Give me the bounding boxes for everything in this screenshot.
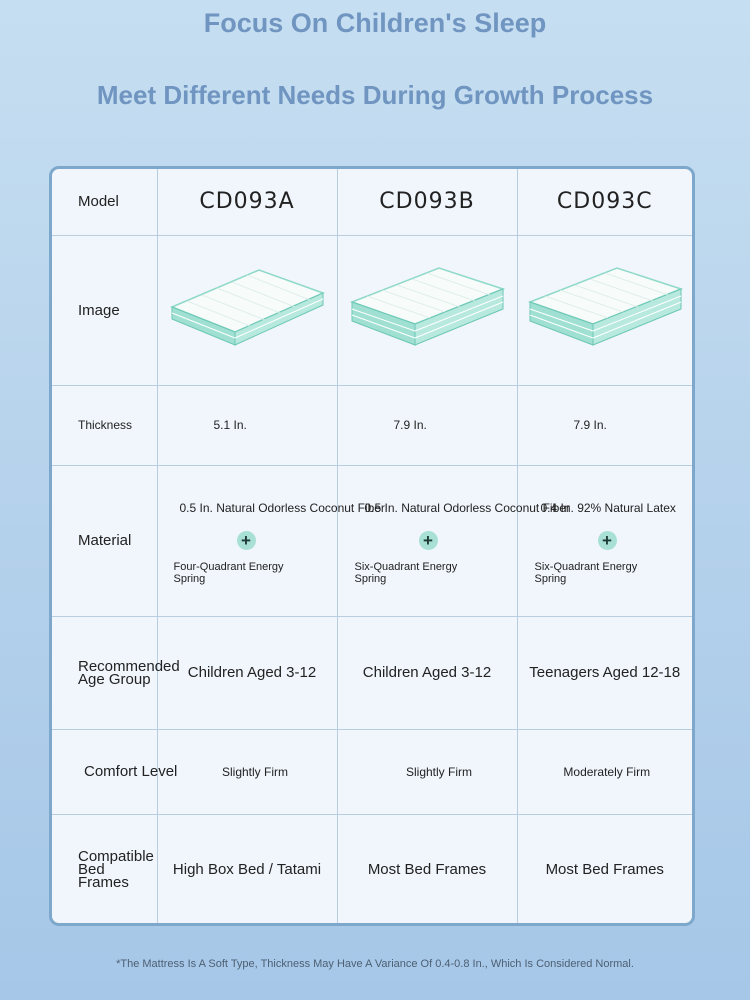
age-group-value: Children Aged 3-12 [337, 616, 517, 729]
footnote: *The Mattress Is A Soft Type, Thickness May Have A Variance Of 0.4-0.8 In., Which Is Considered Normal. [116, 958, 634, 970]
label-material: Material [52, 465, 157, 616]
mattress-image-cell [157, 235, 337, 385]
age-group-value: Children Aged 3-12 [157, 616, 337, 729]
mattress-image-cell [337, 235, 517, 385]
row-model [52, 169, 692, 235]
comparison-table-card [49, 166, 695, 926]
row-bed-frames [52, 814, 692, 924]
mattress-image [347, 265, 507, 355]
mattress-image [525, 265, 685, 355]
mattress-image [167, 265, 327, 355]
plus-icon: + [598, 531, 617, 550]
mattress-image-cell [517, 235, 692, 385]
bed-frames-value: Most Bed Frames [337, 814, 517, 924]
thickness-value: 5.1 In. [157, 385, 337, 465]
plus-icon: + [419, 531, 438, 550]
row-image [52, 235, 692, 385]
plus-icon: + [237, 531, 256, 550]
age-group-value: Teenagers Aged 12-18 [517, 616, 692, 729]
label-age-group: Recommended Age Group [52, 616, 157, 729]
material-top: 0.4 In. 92% Natural Latex [540, 500, 676, 515]
material-top: 0.5 In. Natural Odorless Coconut Fiber [364, 500, 570, 515]
model-name: CD093C [517, 169, 692, 235]
material-bottom: Six-Quadrant Energy Spring [534, 560, 638, 585]
material-bottom: Four-Quadrant Energy Spring [173, 560, 284, 585]
model-name: CD093B [337, 169, 517, 235]
material-top: 0.5 In. Natural Odorless Coconut Fiber [179, 500, 385, 515]
row-comfort [52, 729, 692, 814]
row-thickness [52, 385, 692, 465]
thickness-value: 7.9 In. [517, 385, 692, 465]
page-subtitle: Meet Different Needs During Growth Process [96, 80, 654, 110]
material-cell [337, 465, 570, 616]
label-model: Model [52, 169, 157, 235]
comfort-value: Moderately Firm [517, 729, 692, 814]
bed-frames-value: Most Bed Frames [517, 814, 692, 924]
label-comfort: Comfort Level [52, 729, 157, 814]
comfort-value: Slightly Firm [157, 729, 337, 814]
row-material [52, 465, 692, 616]
row-age-group [52, 616, 692, 729]
page-title: Focus On Children's Sleep [203, 8, 547, 38]
material-cell [517, 465, 692, 616]
thickness-value: 7.9 In. [337, 385, 517, 465]
material-bottom: Six-Quadrant Energy Spring [354, 560, 458, 585]
label-bed-frames: Compatible Bed Frames [52, 814, 157, 924]
model-name: CD093A [157, 169, 337, 235]
comfort-value: Slightly Firm [337, 729, 517, 814]
material-cell [157, 465, 385, 616]
label-thickness: Thickness [52, 385, 157, 465]
label-image: Image [52, 235, 157, 385]
comparison-table [52, 169, 692, 924]
bed-frames-value: High Box Bed / Tatami [157, 814, 337, 924]
